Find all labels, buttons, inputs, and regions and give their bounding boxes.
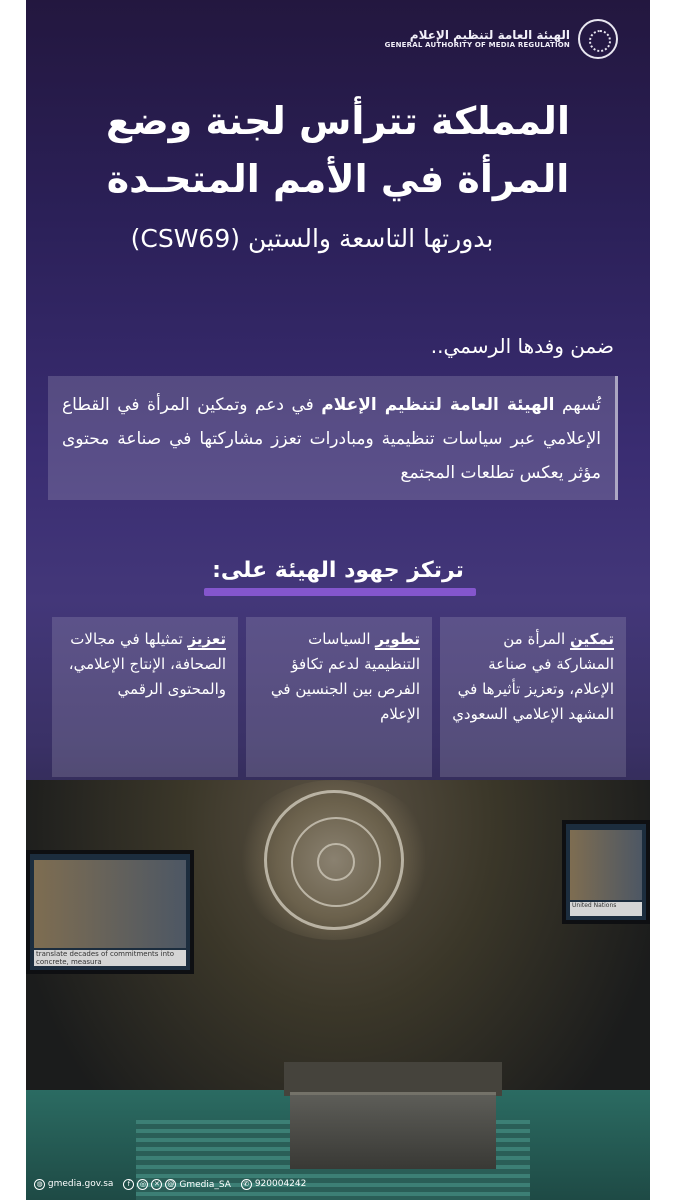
focus-cards bbox=[52, 617, 626, 777]
podium bbox=[290, 1092, 496, 1169]
headline bbox=[102, 92, 574, 208]
gamr-emblem-icon bbox=[578, 19, 618, 59]
phone-icon: ✆ bbox=[241, 1179, 252, 1190]
focus-card bbox=[52, 617, 238, 777]
poster bbox=[26, 0, 650, 1200]
screen-right-image bbox=[570, 830, 642, 900]
logo-name-en: GENERAL AUTHORITY OF MEDIA REGULATION bbox=[384, 40, 570, 49]
footer-phone[interactable] bbox=[241, 1179, 306, 1190]
focus-card bbox=[246, 617, 432, 777]
logo-text bbox=[385, 29, 570, 50]
description-box bbox=[48, 376, 618, 500]
screen-left bbox=[26, 850, 194, 974]
card-text: تمثيلها في مجالات الصحافة، الإنتاج الإعلامي، والمحتوى الرقمي bbox=[68, 630, 226, 698]
lead-text: ضمن وفدها الرسمي.. bbox=[430, 334, 614, 358]
facebook-icon: f bbox=[123, 1179, 134, 1190]
social-handle: Gmedia_SA bbox=[179, 1179, 231, 1190]
section-title: ترتكز جهود الهيئة على: bbox=[212, 558, 464, 583]
podium-top bbox=[284, 1062, 502, 1096]
threads-icon: @ bbox=[167, 1180, 175, 1188]
screen-left-caption: translate decades of commitments into concrete, measura bbox=[34, 950, 186, 966]
un-emblem-icon bbox=[264, 790, 404, 930]
logo-name-ar: الهيئة العامة لتنظيم الإعلام bbox=[409, 27, 570, 42]
footer bbox=[34, 1179, 306, 1190]
section-title-underline bbox=[204, 588, 476, 596]
card-keyword: تعزيز bbox=[187, 630, 226, 648]
globe-icon: ◍ bbox=[34, 1179, 45, 1190]
headline-line2: المرأة في الأمم المتحـدة bbox=[106, 157, 570, 201]
website-text: gmedia.gov.sa bbox=[47, 1179, 114, 1189]
description-highlight: الهيئة العامة لتنظيم الإعلام bbox=[321, 395, 555, 415]
description-prefix: تُسهم bbox=[561, 395, 601, 415]
card-keyword: تطوير bbox=[375, 630, 420, 648]
gamr-logo bbox=[385, 16, 618, 62]
description-rest: في دعم وتمكين المرأة في القطاع الإعلامي عبر سياسات تنظيمية ومبادرات تعزز مشاركتها في صناعة محتوى مؤثر يعكس تطلعات المجتمع bbox=[62, 395, 601, 483]
screen-right-tag: United Nations bbox=[570, 902, 642, 916]
un-assembly-photo bbox=[26, 780, 650, 1200]
card-text: السياسات التنظيمية لدعم تكافؤ الفرص بين الجنسين في الإعلام bbox=[270, 630, 420, 723]
footer-website[interactable] bbox=[34, 1179, 113, 1190]
screen-left-image bbox=[34, 860, 186, 948]
screen-right bbox=[562, 820, 650, 924]
phone-text: 920004242 bbox=[254, 1179, 307, 1189]
headline-line1: المملكة تترأس لجنة وضع bbox=[106, 99, 570, 143]
card-keyword: تمكين bbox=[569, 630, 614, 648]
x-icon: ✕ bbox=[151, 1179, 162, 1190]
instagram-icon: ◎ bbox=[137, 1179, 148, 1190]
subtitle: بدورتها التاسعة والستين (CSW69) bbox=[130, 224, 494, 253]
focus-card bbox=[440, 617, 626, 777]
card-text: المرأة من المشاركة في صناعة الإعلام، وتعزيز تأثيرها في المشهد الإعلامي السعودي bbox=[452, 630, 614, 723]
footer-social[interactable] bbox=[123, 1179, 231, 1190]
